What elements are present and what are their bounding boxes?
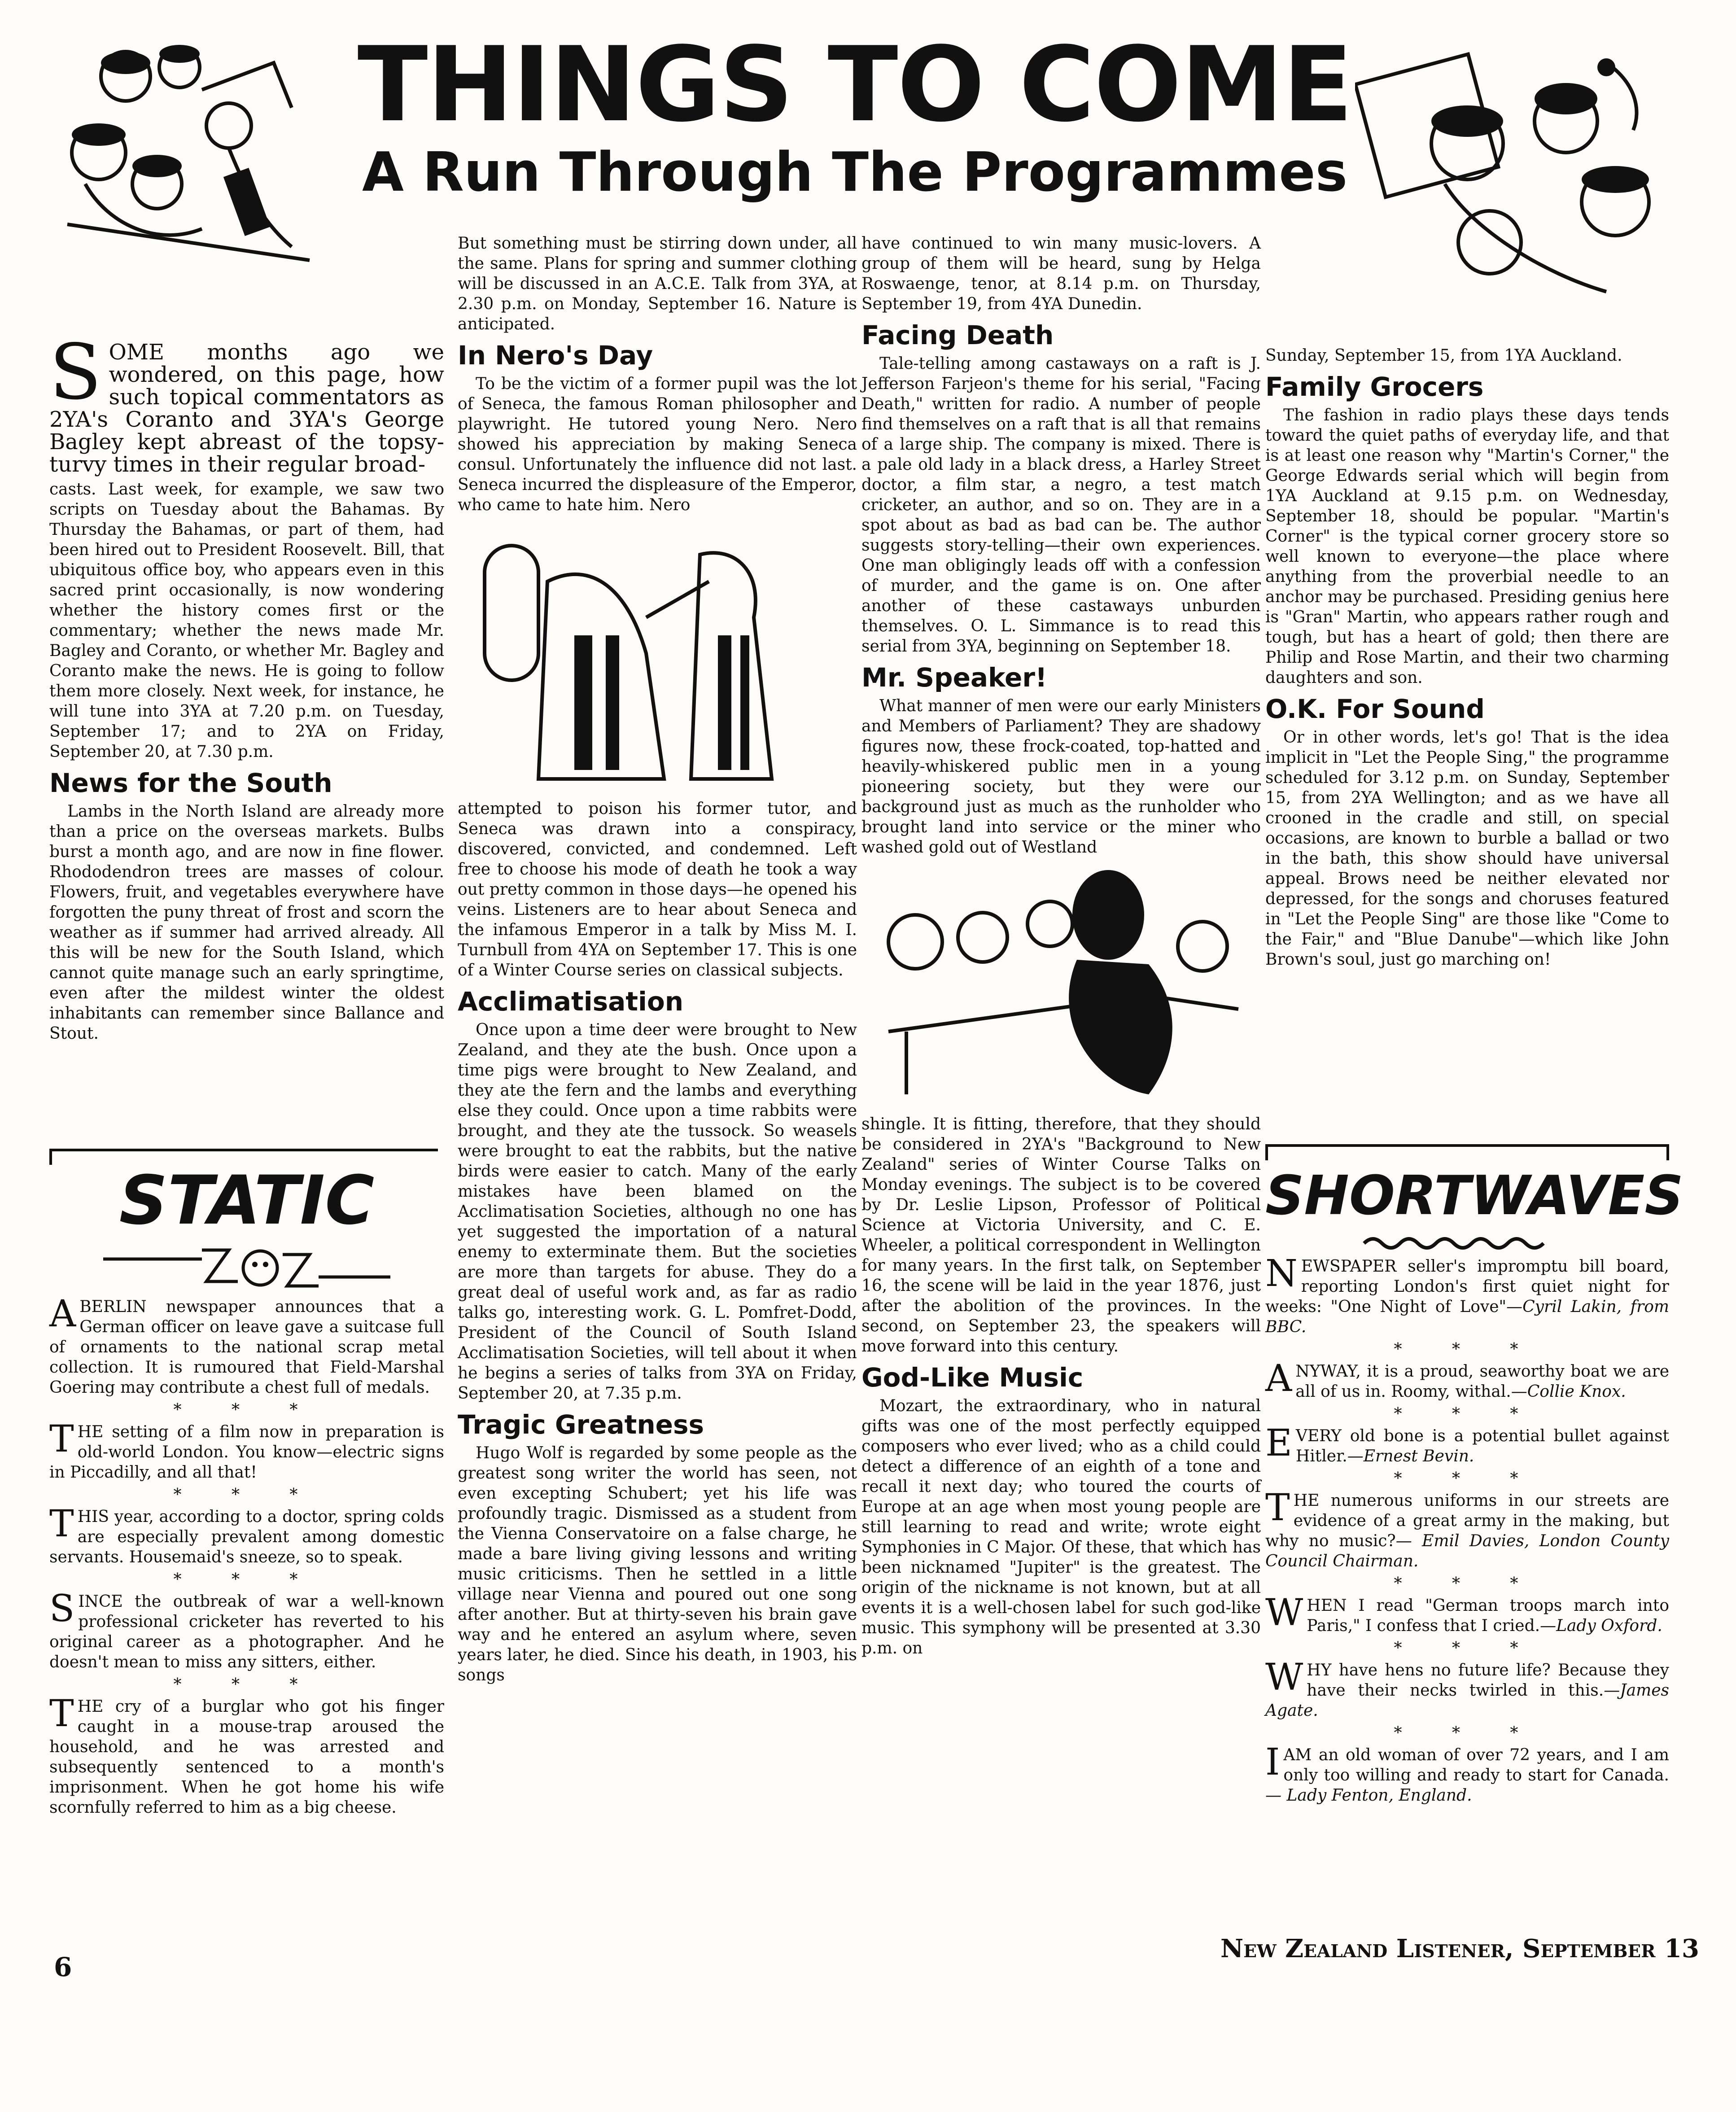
ok-for-sound-text: Or in other words, let's go! That is the idea implicit in "Let the People Sing," the programme scheduled for 3.12 p.m. on Sunday, September 15, from 2YA Wellington; and as we have all crooned in the cradle and still, on special occasions, are known to burble a ballad or two in the bath, this show should have universal appeal. Brows need be neither elevated nor depressed, for the songs and choruses featured in "Let the People Sing" are those like "Come to the Fair," and "Blue Danube"—which like John Brown's soul, just go marching on! (1265, 728, 1669, 969)
separator-stars: * * * (173, 1401, 320, 1419)
news-south-text: Lambs in the North Island are already more than a price on the overseas markets. Bulbs burst a month ago, and are now in fine flower. Rhododendron trees are masses of colour. Flowers, fruit, and vegetables everywhere have forgotten the puny threat of frost and scorn the weather as if summer had arrived already. All this will be new for the South Island, which cannot quite manage such an early springtime, even after the mildest winter the oldest inhabitants can remember since Ballance and Stout. (49, 802, 444, 1043)
column-3 (861, 233, 1261, 1662)
static-heading: STATIC (119, 1162, 375, 1240)
page-subtitle: A Run Through The Programmes (362, 141, 1348, 204)
news-south-heading: News for the South (49, 768, 332, 798)
static-cartoon-face-icon (49, 1237, 444, 1295)
separator-stars: * * * (173, 1486, 320, 1504)
intro-text: casts. Last week, for example, we saw two scripts on Tuesday about the Bahamas. By Thursday the Bahamas, or part of them, had been hired out to President Roosevelt. Bill, that ubiquitous office boy, who appears even in this sacred print occasionally, is now wondering whether the history comes first or the commentary; whether the news made Mr. Bagley and Coranto, or whether Mr. Bagley and Coranto make the news. He is going to follow them more closely. Next week, for instance, he will tune into 3YA at 7.20 p.m. on Tuesday, September 17; and to 2YA on Friday, September 20, at 7.30 p.m. (49, 480, 444, 761)
intro-article (49, 328, 444, 762)
column-4 (1265, 345, 1669, 973)
column-2 (458, 233, 857, 1689)
static-box (49, 1149, 444, 1821)
separator-stars: * * * (173, 1570, 320, 1589)
shortwaves-item: W HY have hens no future life? Because they have their necks twirled in this.—James Agate. (1265, 1656, 1669, 1720)
tragic-text: Hugo Wolf is regarded by some people as the greatest song writer the world has seen, not even excepting Schubert; yet his life was profoundly tragic. Dismissed as a student from the Vienna Conservatoire on a false charge, he made a bare living giving lessons and writing music criticisms. Then he settled in a little village near Vienna and poured out one song after another. But at thirty-seven his brain gave way and he entered an asylum where, seven years later, he died. Since his death, in 1903, his songs (458, 1444, 857, 1684)
page-number: 6 (54, 1952, 72, 1982)
shortwaves-item: I AM an old woman of over 72 years, and I am only too willing and ready to start for Canada.— Lady Fenton, England. (1265, 1741, 1669, 1805)
shortwaves-item: A NYWAY, it is a proud, seaworthy boat we are all of us in. Roomy, withal.—Collie Knox. (1265, 1357, 1669, 1401)
shortwaves-item: N EWSPAPER seller's impromptu bill board, reporting London's first quiet night for weeks: "One Night of Love"—Cyril Lakin, from BBC. (1265, 1252, 1669, 1336)
facing-death-heading: Facing Death (861, 320, 1054, 350)
column-1 (49, 328, 444, 1047)
tragic-heading: Tragic Greatness (458, 1409, 704, 1440)
separator-stars: * * * (1394, 1574, 1541, 1593)
static-item: S INCE the outbreak of war a well-known professional cricketer has reverted to his original career as a photographer. And he doesn't mean to miss any sitters, either. (49, 1587, 444, 1671)
crooners-illustration (1355, 40, 1669, 310)
shortwaves-item: W HEN I read "German troops march into Paris," I confess that I cried.—Lady Oxford. (1265, 1592, 1669, 1635)
seneca-nero-illustration (458, 519, 857, 797)
nero-text-a: To be the victim of a former pupil was the lot of Seneca, the famous Roman philosopher and playwright. He tutored young Nero. Nero showed his appreciation by making Seneca consul. Unfortunately the influence did not last. Seneca incurred the displeasure of the Emperor, who came to hate him. Nero (458, 375, 857, 514)
spring-text: But something must be stirring down under, all the same. Plans for spring and summer clothing will be discussed in an A.C.E. Talk from 3YA, at 2.30 p.m. on Monday, September 16. Nature is anticipated. (458, 234, 857, 333)
shortwaves-heading: SHORTWAVES (1265, 1165, 1684, 1227)
shortwaves-box-border (1265, 1144, 1669, 1160)
static-item: T HIS year, according to a doctor, spring colds are especially prevalent among domestic servants. Housemaid's sneeze, so to speak. (49, 1503, 444, 1566)
wave-icon (1265, 1232, 1669, 1255)
intro-lead: OME months ago we wondered, on this page, how such topical commentators as 2YA's Coranto and 3YA's George Bagley kept abreast of the topsy-turvy times in their regular broad- (49, 340, 444, 477)
separator-stars: * * * (1394, 1639, 1541, 1657)
separator-stars: * * * (1394, 1724, 1541, 1742)
parliament-illustration (861, 861, 1261, 1112)
speaker-text-b: shingle. It is fitting, therefore, that they should be considered in 2YA's "Background to New Zealand" series of Winter Course Talks on Monday evenings. The subject is to be covered by Dr. Leslie Lipson, Professor of Political Science at Victoria University, and C. E. Wheeler, a political correspondent in Wellington for many years. In the first talk, on September 16, the scene will be laid in the year 1876, just after the abolition of the provinces. In the second, on September 23, the speakers will move forward into this century. (861, 1115, 1261, 1356)
static-item: T HE setting of a film now in preparation is old-world London. You know—electric signs in Piccadilly, and all that! (49, 1418, 444, 1482)
separator-stars: * * * (173, 1675, 320, 1694)
shortwaves-item: T HE numerous uniforms in our streets are evidence of a great army in the making, but why no music?— Emil Davies, London County Council Chairman. (1265, 1487, 1670, 1570)
family-grocers-heading: Family Grocers (1265, 372, 1484, 402)
ok-for-sound-heading: O.K. For Sound (1265, 694, 1485, 724)
speaker-heading: Mr. Speaker! (861, 662, 1047, 693)
acclimatisation-text: Once upon a time deer were brought to New Zealand, and they ate the bush. Once upon a time pigs were brought to New Zealand, and they ate the fern and the lambs and everything else they could. Once upon a time rabbits were brought, and they ate the tussock. So weasels were brought to eat the rabbits, but the native birds were easier to catch. Many of the early mistakes have been blamed on the Acclimatisation Societies, although no one has yet suggested the importation of a natural enemy to exterminate them. But the societies are more than targets for abuse. They do a great deal of useful work and, as far as radio talks go, interesting work. G. L. Pomfret-Dodd, President of the Council of South Island Acclimatisation Societies, will tell about it when he begins a series of talks from 3YA on Friday, September 20, at 7.35 p.m. (458, 1021, 857, 1403)
separator-stars: * * * (1394, 1405, 1541, 1423)
nero-heading: In Nero's Day (458, 340, 653, 371)
acclimatisation-heading: Acclimatisation (458, 986, 683, 1017)
intro-dropcap: S (49, 328, 102, 417)
god-like-music-heading: God-Like Music (861, 1362, 1084, 1393)
shortwaves-item: E VERY old bone is a potential bullet against Hitler.—Ernest Bevin. (1265, 1422, 1669, 1465)
nero-text-b: attempted to poison his former tutor, and Seneca was drawn into a conspiracy, discovered, convicted, and condemned. Left free to choose his mode of death he took a way out pretty common in those days—he opened his veins. Listeners are to hear about Seneca and the infamous Emperor in a talk by Miss M. I. Turnbull from 4YA on September 17. This is one of a Winter Course series on classical subjects. (458, 800, 857, 979)
speaker-text-a: What manner of men were our early Ministers and Members of Parliament? They are shadowy figures now, these frock-coated, top-hatted and heavily-whiskered public men in a young pioneering society, but they were our background just as much as the runholder who brought land into service or the miner who washed gold out of Westland (861, 697, 1261, 857)
wolf-continued-text: have continued to win many music-lovers. A group of them will be heard, sung by Helga Roswaenge, tenor, at 8.14 p.m. on Thursday, September 19, from 4YA Dunedin. (861, 234, 1261, 313)
family-grocers-text: The fashion in radio plays these days tends toward the quiet paths of everyday life, and that is at least one reason why "Martin's Corner," the George Edwards serial which will begin from 1YA Auckland at 9.15 p.m. on Wednesday, September 18, should be popular. "Martin's Corner" is the typical corner grocery store so well known to everyone—the place where anything from the proverbial needle to an anchor may be purchased. Presiding genius here is "Gran" Martin, who appears rather rough and tough, but has a heart of gold; then there are Philip and Rose Martin, and their two charming daughters and son. (1265, 406, 1669, 687)
shortwaves-box (1265, 1144, 1684, 1809)
page-title: THINGS TO COME (357, 25, 1352, 145)
facing-death-text: Tale-telling among castaways on a raft is J. Jefferson Farjeon's theme for his serial, "Facing Death," written for radio. A number of people find themselves on a raft that is all that remains of a large ship. The company is mixed. There is a pale old lady in a black dress, a Harley Street doctor, a film star, a negro, a test match cricketer, an author, and so on. They are in a spot about as bad as bad can be. The author suggests story-telling—their own experiences. One man obligingly leads off with a confession of murder, and the game is on. One after another of these castaways unburden themselves. O. L. Simmance is to read this serial from 3YA, beginning on September 18. (861, 354, 1261, 656)
static-item: A BERLIN newspaper announces that a German officer on leave gave a suitcase full of ornaments to the national scrap metal collection. It is rumoured that Field-Marshal Goering may contribute a chest full of medals. (49, 1293, 444, 1397)
separator-stars: * * * (1394, 1469, 1541, 1488)
publication-footer: New Zealand Listener, September 13 (1220, 1934, 1699, 1963)
god-like-music-text: Mozart, the extraordinary, who in natural gifts was one of the most perfectly equipped composers who ever lived; who as a child could detect a difference of an eighth of a tone and recall it next day; who toured the courts of Europe at an age when most young people are still learning to read and write; wrote eight Symphonies in C Major. Of these, that which has been nicknamed "Jupiter" is the greatest. The origin of the nickname is not known, but at all events it is a well-chosen label for such god-like music. This symphony will be presented at 3.30 p.m. on (861, 1397, 1261, 1657)
mozart-continued-text: Sunday, September 15, from 1YA Auckland. (1265, 346, 1622, 365)
separator-stars: * * * (1394, 1340, 1541, 1359)
jazz-band-illustration (40, 36, 328, 287)
static-item: T HE cry of a burglar who got his finger caught in a mouse-trap aroused the household, and he was arrested and subsequently sentenced to a month's imprisonment. When he got home his wife scornfully referred to him as a big cheese. (49, 1692, 444, 1817)
